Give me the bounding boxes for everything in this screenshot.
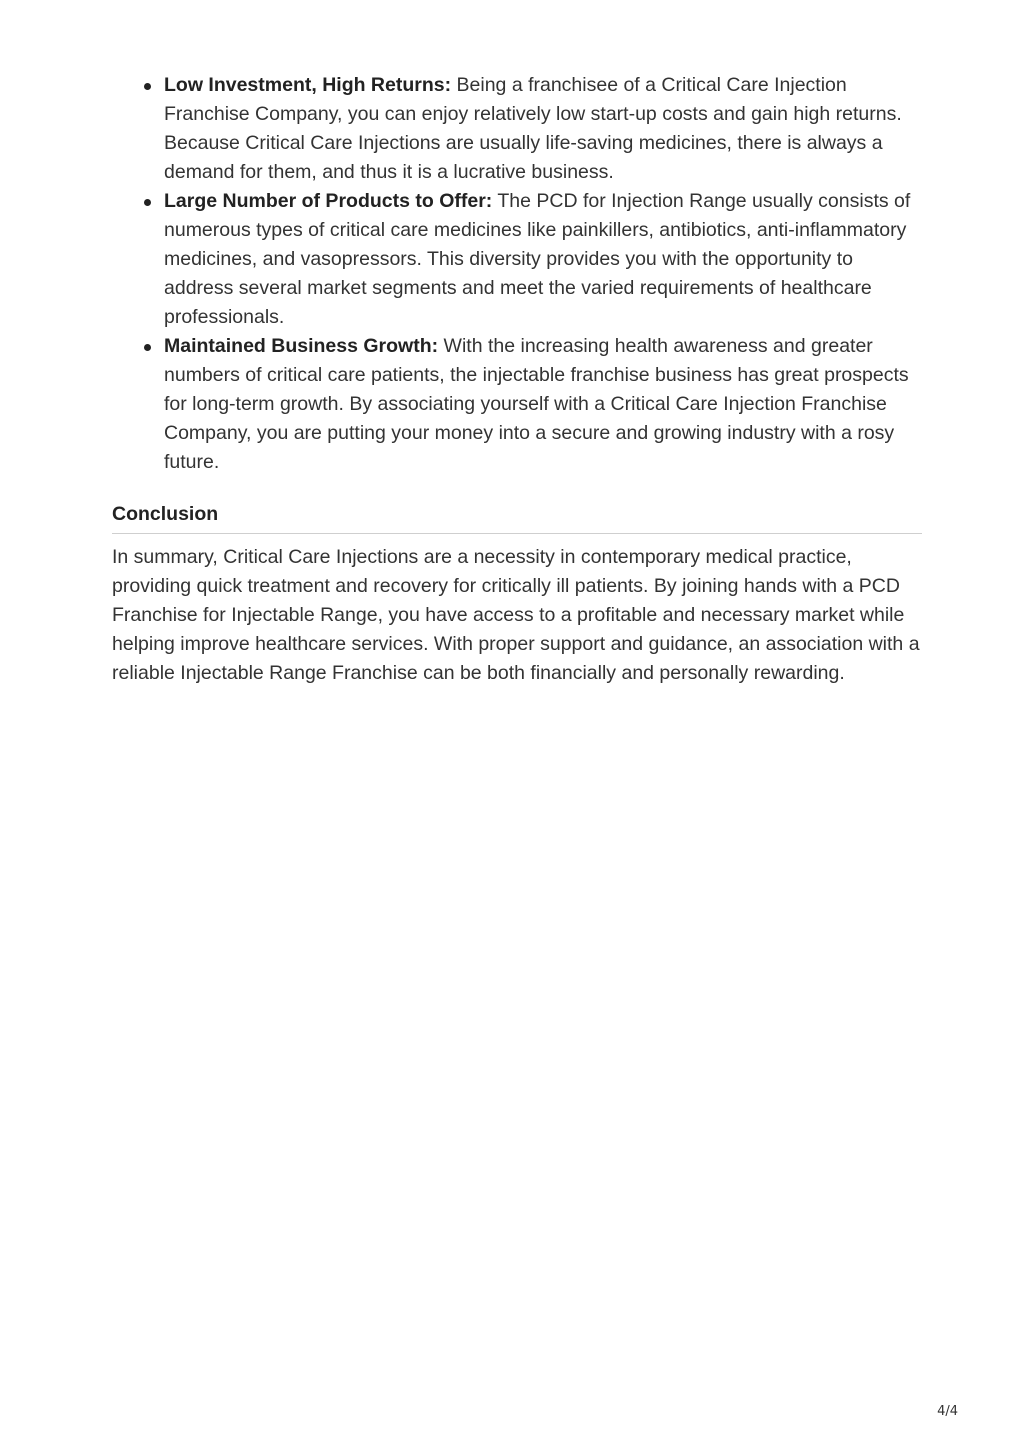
bullet-icon: [144, 199, 151, 206]
bullet-text: The PCD for Injection Range usually consists of numerous types of critical care medicines like painkillers, antibiotics, anti-inflammatory medicines, and vasopressors. This diversity provides you with the opportunity to address several market segments and meet the varied requirements of healthcare professionals.: [164, 190, 911, 328]
list-item: [112, 332, 922, 477]
bullet-icon: [144, 344, 151, 351]
benefits-list: [112, 71, 922, 477]
conclusion-heading: Conclusion: [112, 500, 922, 534]
list-item: [112, 187, 922, 332]
list-item: [112, 71, 922, 187]
page-number: 4/4: [937, 1404, 958, 1419]
bullet-term: Maintained Business Growth:: [164, 335, 439, 357]
document-page: [112, 71, 922, 688]
bullet-term: Low Investment, High Returns:: [164, 74, 452, 96]
bullet-text: With the increasing health awareness and greater numbers of critical care patients, the injectable franchise business has great prospects for long-term growth. By associating yourself with a Critical Care Injection Franchise Company, you are putting your money into a secure and growing industry with a rosy future.: [164, 335, 909, 473]
bullet-text: Being a franchisee of a Critical Care Injection Franchise Company, you can enjoy relatively low start-up costs and gain high returns. Because Critical Care Injections are usually life-saving medicines, there is always a demand for them, and thus it is a lucrative business.: [164, 74, 902, 183]
conclusion-paragraph: In summary, Critical Care Injections are a necessity in contemporary medical practice, providing quick treatment and recovery for critically ill patients. By joining hands with a PCD Franchise for Injectable Range, you have access to a profitable and necessary market while helping improve healthcare services. With proper support and guidance, an association with a reliable Injectable Range Franchise can be both financially and personally rewarding.: [112, 546, 920, 684]
bullet-icon: [144, 83, 151, 90]
bullet-term: Large Number of Products to Offer:: [164, 190, 493, 212]
